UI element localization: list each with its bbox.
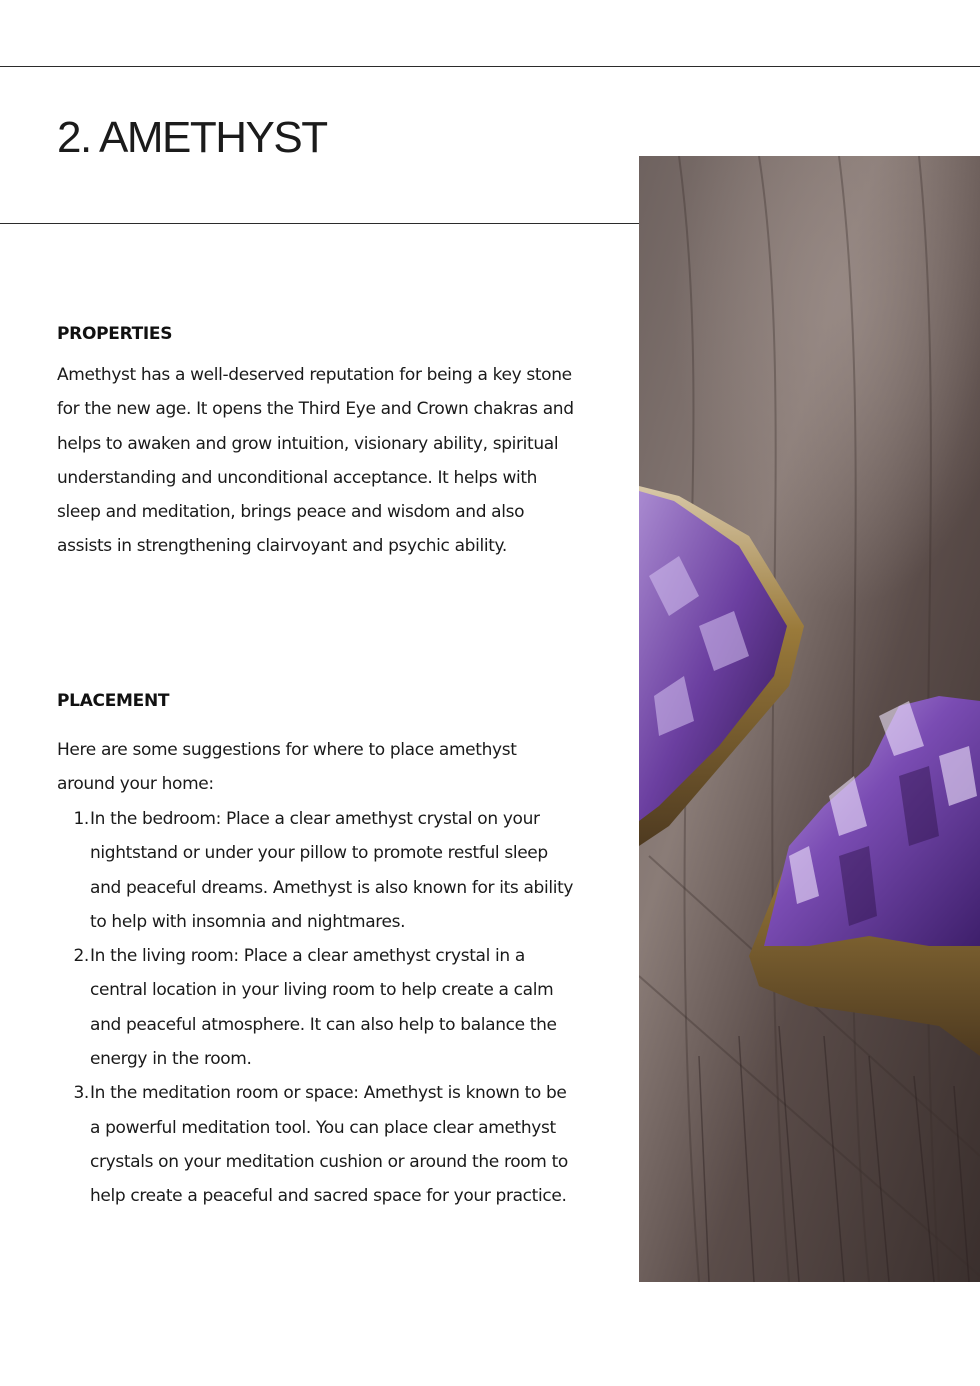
top-divider — [0, 66, 980, 67]
list-item-text: In the living room: Place a clear amethyst crystal in a central location in your living room to help create a calm and peaceful atmosphere. It can also help to balance the energy in the room. — [90, 946, 557, 1070]
title-divider — [0, 223, 640, 224]
properties-text: Amethyst has a well-deserved reputation for being a key stone for the new age. It opens the Third Eye and Crown chakras and helps to awaken and grow intuition, visionary ability, spiritual understanding and unconditional acceptance. It helps with sleep and meditation, brings peace and wisdom and also assists in strengthening clairvoyant and psychic ability. — [57, 365, 574, 557]
properties-heading: PROPERTIES — [57, 324, 173, 344]
placement-list — [57, 802, 577, 1214]
list-item — [57, 1076, 577, 1213]
list-item-text: In the bedroom: Place a clear amethyst crystal on your nightstand or under your pillow to promote restful sleep and peaceful dreams. Amethyst is also known for its ability to help with insomnia and nightmares. — [90, 809, 574, 932]
list-number: 3. — [73, 1083, 89, 1104]
placement-heading: PLACEMENT — [57, 691, 170, 711]
list-item-text: In the meditation room or space: Amethyst is known to be a powerful meditation tool. You can place clear amethyst crystals on your meditation cushion or around the room to help create a peaceful and sacred space for your practice. — [90, 1083, 568, 1207]
placement-intro: Here are some suggestions for where to place amethyst around your home: — [57, 740, 517, 795]
list-number: 2. — [73, 946, 89, 967]
page-title: 2. AMETHYST — [57, 113, 327, 162]
amethyst-photo-illustration — [639, 156, 980, 1282]
list-item — [57, 939, 577, 1076]
list-item — [57, 802, 577, 939]
amethyst-photo — [639, 156, 980, 1282]
list-number: 1. — [73, 809, 89, 829]
